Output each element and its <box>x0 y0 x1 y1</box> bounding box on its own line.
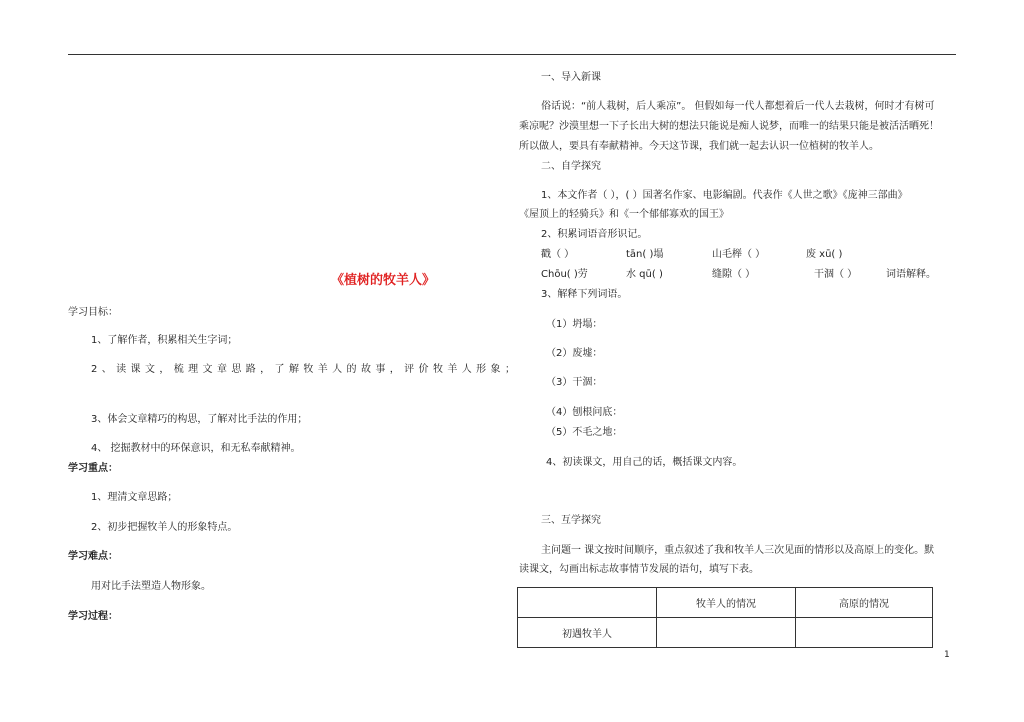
goal-item: 2、读课文，梳理文章思路，了解牧羊人的故事，评价牧羊人形象； <box>91 364 520 375</box>
term-item: （1）坍塌： <box>546 319 603 330</box>
goal-item: 1、了解作者，积累相关生字词； <box>91 335 238 346</box>
term-item: （4）刨根问底： <box>546 407 623 418</box>
question-3-heading: 3、解释下列词语。 <box>541 289 628 300</box>
table-header-cell <box>518 588 657 618</box>
vocab-item: tān( )塌 <box>626 249 664 260</box>
section-heading-2: 二、自学探究 <box>541 161 601 172</box>
vocab-item: 废 xū( ) <box>806 249 843 260</box>
term-item: （2）废墟： <box>546 348 603 359</box>
key-point: 1、理清文章思路； <box>91 492 178 503</box>
intro-line: 所以做人，要具有奉献精神。今天这节课，我们就一起去认识一位植树的牧羊人。 <box>519 141 879 152</box>
difficulty-heading: 学习难点： <box>68 551 118 562</box>
table-header-cell: 高原的情况 <box>796 588 933 618</box>
vocab-note: 词语解释。 <box>886 269 936 280</box>
main-question-line: 读课文，勾画出标志故事情节发展的语句，填写下表。 <box>519 564 759 575</box>
process-heading: 学习过程： <box>68 611 118 622</box>
vocab-item: 缝隙（ ） <box>712 269 756 280</box>
table-cell <box>796 618 933 648</box>
table-header-row <box>518 588 933 618</box>
goals-heading: 学习目标： <box>68 307 118 318</box>
vocab-item: 干涸（ ） <box>814 269 858 280</box>
doc-title: 《植树的牧羊人》 <box>331 273 436 288</box>
section-heading-1: 一、导入新课 <box>541 72 601 83</box>
table-cell <box>657 618 796 648</box>
question-1-line: 1、本文作者（ ），( ）国著名作家、电影编剧。代表作《人世之歌》《庞神三部曲》 <box>541 190 908 201</box>
term-item: （5）不毛之地： <box>546 427 623 438</box>
header-rule <box>68 54 956 55</box>
situation-table <box>517 587 933 648</box>
main-question-line: 主问题一 课文按时间顺序，重点叙述了我和牧羊人三次见面的情形以及高原上的变化。默 <box>541 545 935 556</box>
vocab-item: 戳（ ） <box>541 249 575 260</box>
goal-item: 3、体会文章精巧的构思，了解对比手法的作用； <box>91 414 308 425</box>
goal-item: 4、 挖掘教材中的环保意识，和无私奉献精神。 <box>91 443 301 454</box>
intro-line: 俗话说：“前人栽树，后人乘凉”。 但假如每一代人都想着后一代人去栽树，何时才有树可 <box>541 101 935 112</box>
term-item: （3）干涸： <box>546 377 603 388</box>
key-heading: 学习重点： <box>68 463 118 474</box>
question-1-line: 《屋顶上的轻骑兵》和《一个郁郁寡欢的国王》 <box>519 209 729 220</box>
section-heading-3: 三、互学探究 <box>541 515 601 526</box>
table-row <box>518 618 933 648</box>
question-4: 4、初读课文，用自己的话，概括课文内容。 <box>546 457 743 468</box>
vocab-item: 山毛榉（ ） <box>712 249 766 260</box>
table-header-cell: 牧羊人的情况 <box>657 588 796 618</box>
intro-line: 乘凉呢？沙漠里想一下子长出大树的想法只能说是痴人说梦，而唯一的结果只能是被活活晒死！ <box>519 121 939 132</box>
table-cell: 初遇牧羊人 <box>518 618 657 648</box>
vocab-item: 水 qū( ) <box>626 269 663 280</box>
key-point: 2、初步把握牧羊人的形象特点。 <box>91 522 238 533</box>
vocab-item: Chōu( )劳 <box>541 269 588 280</box>
page-number: 1 <box>944 650 950 660</box>
difficulty-text: 用对比手法塑造人物形象。 <box>91 581 211 592</box>
question-2-heading: 2、积累词语音形识记。 <box>541 229 648 240</box>
